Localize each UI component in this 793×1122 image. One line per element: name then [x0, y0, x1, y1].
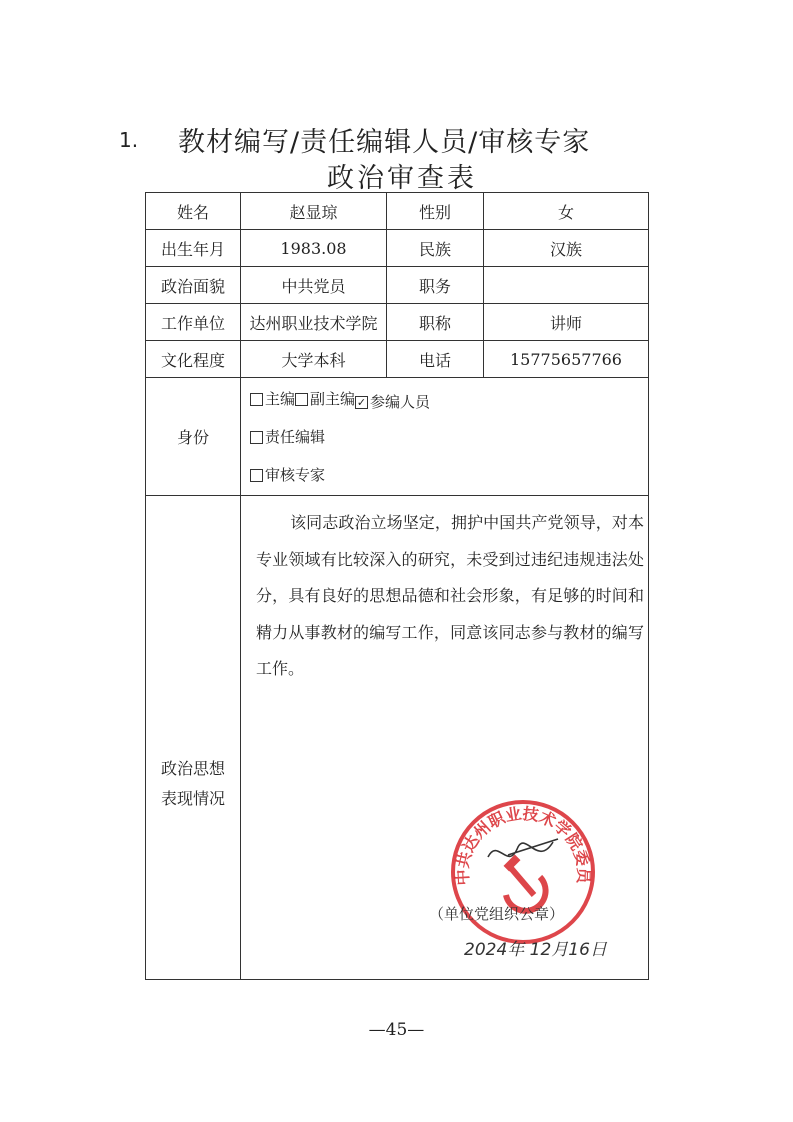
label-political-line1: 政治思想: [160, 759, 225, 778]
label-name: 姓名: [176, 202, 209, 222]
value-title: 讲师: [549, 313, 582, 333]
value-phone: 15775657766: [510, 349, 622, 369]
value-gender: 女: [557, 202, 574, 222]
page-number: —45—: [368, 1020, 425, 1040]
label-identity: 身份: [176, 428, 209, 447]
label-political-performance: [146, 749, 240, 819]
label-position: 职务: [418, 276, 451, 296]
review-form-table: [145, 192, 649, 980]
value-birth: 1983.08: [280, 238, 347, 258]
identity-options: [250, 390, 430, 494]
signature-mark: [488, 839, 558, 857]
party-seal: [448, 797, 598, 951]
checkbox-chief-editor[interactable]: [250, 393, 263, 406]
row-divider: [146, 495, 648, 496]
value-political-status: 中共党员: [281, 276, 346, 296]
form-title-line2: 政治审查表: [327, 163, 477, 194]
svg-text:中共达州职业技术学院委员会: [448, 797, 593, 886]
option-chief-editor[interactable]: 主编: [250, 380, 295, 418]
value-ethnicity: 汉族: [549, 239, 582, 259]
checkbox-reviewer[interactable]: [250, 469, 263, 482]
label-political-status: 政治面貌: [160, 276, 225, 296]
heading-number: 1.: [119, 128, 139, 152]
label-political-line2: 表现情况: [160, 789, 225, 808]
option-deputy-editor[interactable]: 副主编: [295, 380, 355, 418]
option-reviewer[interactable]: 审核专家: [250, 456, 325, 494]
checkbox-responsible-editor[interactable]: [250, 431, 263, 444]
label-birth: 出生年月: [160, 239, 225, 259]
checkbox-contributor-checked[interactable]: ✓: [356, 395, 367, 409]
label-title: 职称: [418, 313, 451, 333]
label-work-unit: 工作单位: [160, 313, 225, 333]
form-title-line1: 教材编写/责任编辑人员/审核专家: [178, 127, 591, 158]
signature-date: 2024年 12月16日: [464, 940, 607, 960]
label-education: 文化程度: [160, 350, 225, 370]
value-education: 大学本科: [281, 350, 346, 370]
value-position: [484, 267, 648, 303]
option-responsible-editor[interactable]: 责任编辑: [250, 418, 325, 456]
seal-caption: （单位党组织公章）: [429, 905, 565, 923]
seal-text: 中共达州职业技术学院委员: [452, 803, 594, 886]
label-gender: 性别: [418, 202, 451, 222]
option-contributor[interactable]: ✓ 参编人员: [356, 393, 431, 411]
value-name: 赵显琼: [289, 202, 338, 222]
value-work-unit: 达州职业技术学院: [249, 313, 378, 333]
label-phone: 电话: [418, 350, 451, 370]
checkbox-deputy-editor[interactable]: [295, 393, 308, 406]
political-assessment-text: 该同志政治立场坚定，拥护中国共产党领导，对本专业领域有比较深入的研究，未受到过违纪违规违法处分，具有良好的思想品德和社会形象，有足够的时间和精力从事教材的编写工作，同意该同志参与教材的编写工作。: [256, 513, 644, 678]
label-ethnicity: 民族: [418, 239, 451, 259]
